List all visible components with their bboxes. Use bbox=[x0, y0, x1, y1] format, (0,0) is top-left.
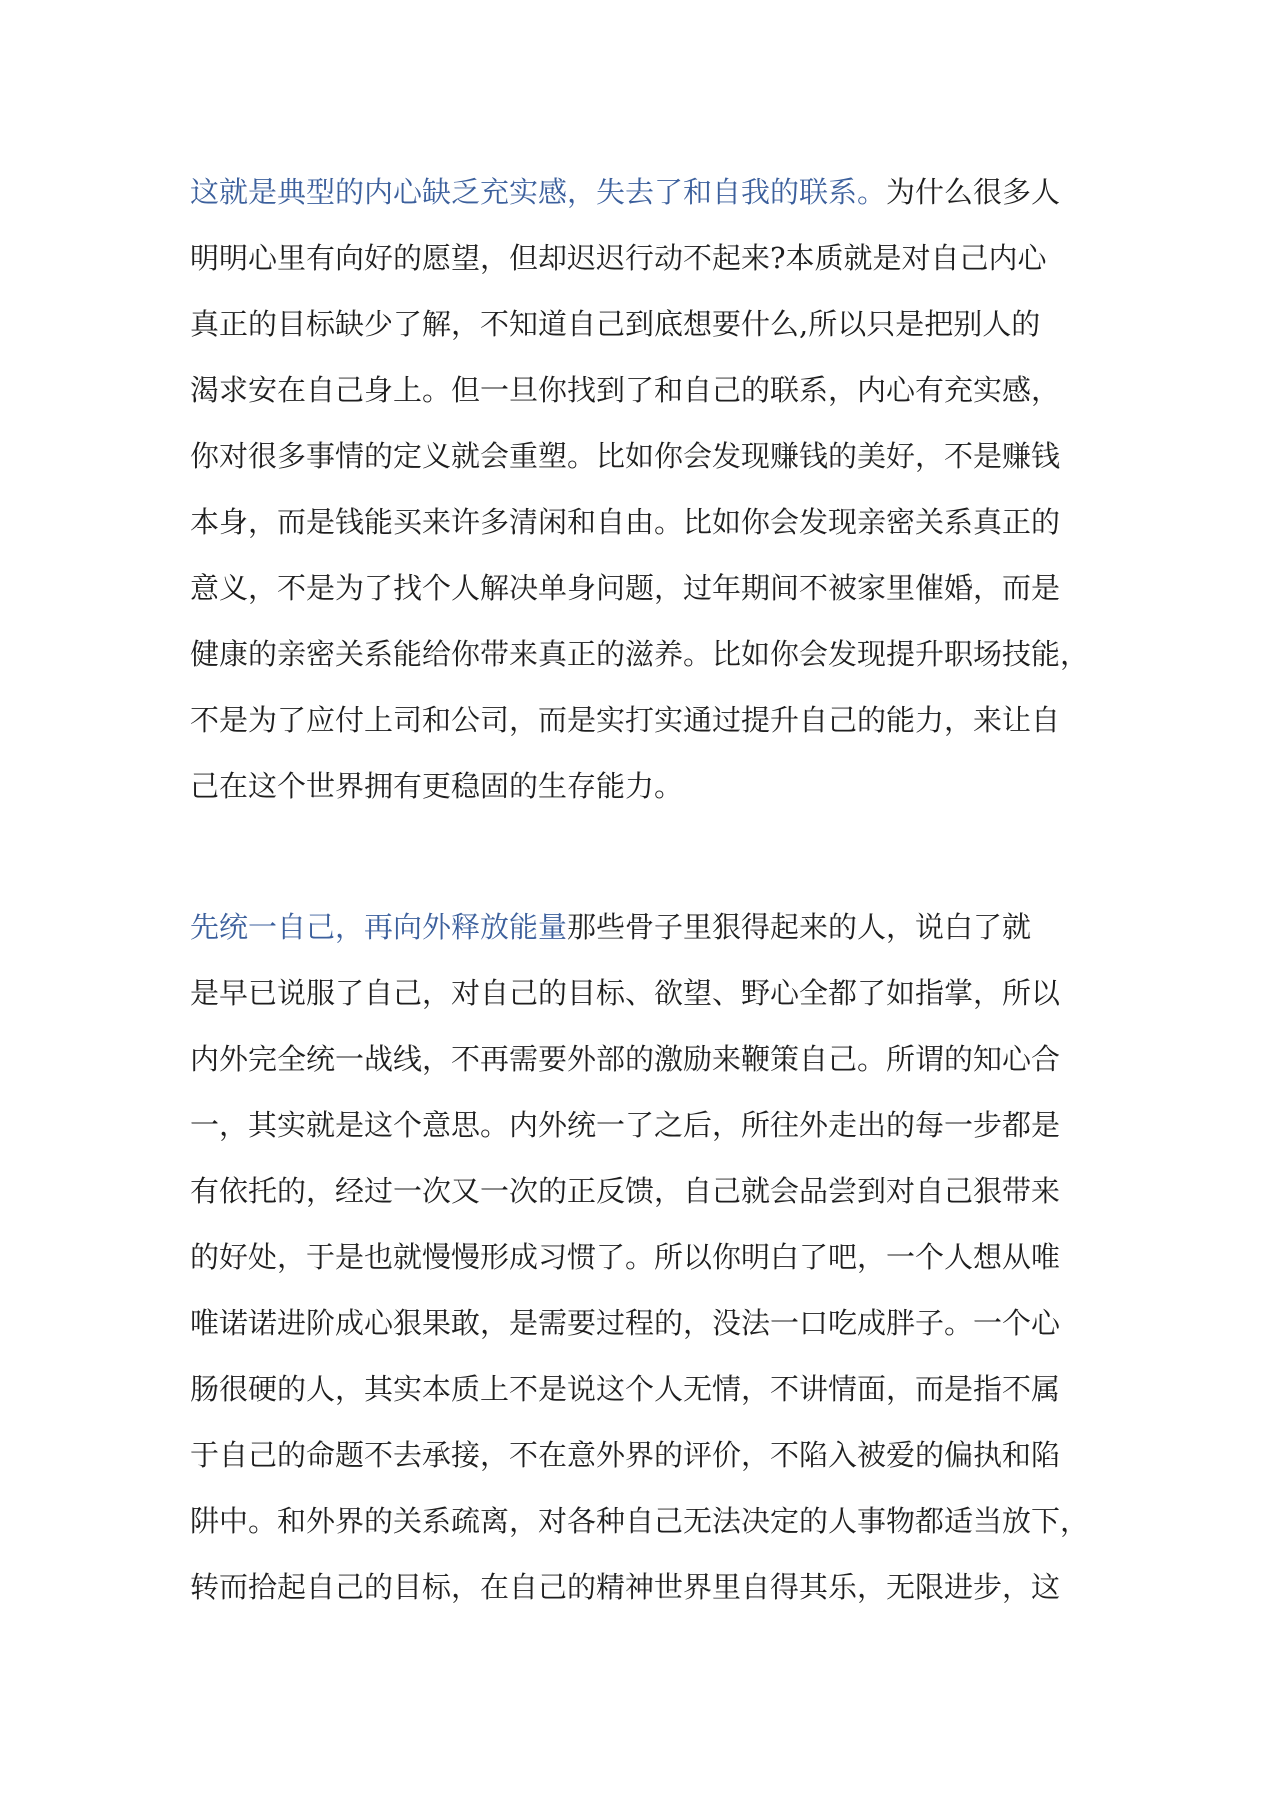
paragraph-line: 真正的目标缺少了解，不知道自己到底想要什么,所以只是把别人的 bbox=[190, 307, 1041, 341]
section-heading: 先统一自己，再向外释放能量 bbox=[190, 910, 568, 944]
paragraph-line: 明明心里有向好的愿望，但却迟迟行动不起来?本质就是对自己内心 bbox=[190, 241, 1047, 275]
paragraph-line: 肠很硬的人，其实本质上不是说这个人无情，不讲情面，而是指不属 bbox=[190, 1372, 1061, 1406]
paragraph-line: 这就是典型的内心缺乏充实感，失去了和自我的联系。为什么很多人 bbox=[190, 175, 1061, 209]
paragraph-line: 有依托的，经过一次又一次的正反馈，自己就会品尝到对自己狠带来 bbox=[190, 1174, 1061, 1208]
paragraph-line: 渴求安在自己身上。但一旦你找到了和自己的联系，内心有充实感， bbox=[190, 373, 1061, 407]
paragraph-line: 己在这个世界拥有更稳固的生存能力。 bbox=[190, 769, 684, 803]
paragraph-line: 先统一自己，再向外释放能量那些骨子里狠得起来的人，说白了就 bbox=[190, 910, 1032, 944]
paragraph-line: 你对很多事情的定义就会重塑。比如你会发现赚钱的美好，不是赚钱 bbox=[190, 439, 1061, 473]
paragraph-line: 本身，而是钱能买来许多清闲和自由。比如你会发现亲密关系真正的 bbox=[190, 505, 1061, 539]
paragraph-line: 健康的亲密关系能给你带来真正的滋养。比如你会发现提升职场技能， bbox=[190, 637, 1090, 671]
paragraph-2 bbox=[190, 894, 1110, 1620]
paragraph-line: 转而拾起自己的目标，在自己的精神世界里自得其乐，无限进步，这 bbox=[190, 1570, 1061, 1604]
paragraph-line: 的好处，于是也就慢慢形成习惯了。所以你明白了吧，一个人想从唯 bbox=[190, 1240, 1061, 1274]
paragraph-line: 一，其实就是这个意思。内外统一了之后，所往外走出的每一步都是 bbox=[190, 1108, 1061, 1142]
paragraph-line: 唯诺诺进阶成心狠果敢，是需要过程的，没法一口吃成胖子。一个心 bbox=[190, 1306, 1061, 1340]
paragraph-line: 阱中。和外界的关系疏离，对各种自己无法决定的人事物都适当放下， bbox=[190, 1504, 1090, 1538]
highlighted-sentence: 这就是典型的内心缺乏充实感，失去了和自我的联系。 bbox=[190, 175, 887, 209]
paragraph-line: 是早已说服了自己，对自己的目标、欲望、野心全都了如指掌，所以 bbox=[190, 976, 1061, 1010]
paragraph-line: 不是为了应付上司和公司，而是实打实通过提升自己的能力，来让自 bbox=[190, 703, 1061, 737]
paragraph-1 bbox=[190, 159, 1110, 819]
paragraph-line: 内外完全统一战线，不再需要外部的激励来鞭策自己。所谓的知心合 bbox=[190, 1042, 1061, 1076]
paragraph-line: 于自己的命题不去承接，不在意外界的评价，不陷入被爱的偏执和陷 bbox=[190, 1438, 1061, 1472]
paragraph-line: 意义，不是为了找个人解决单身问题，过年期间不被家里催婚，而是 bbox=[190, 571, 1061, 605]
